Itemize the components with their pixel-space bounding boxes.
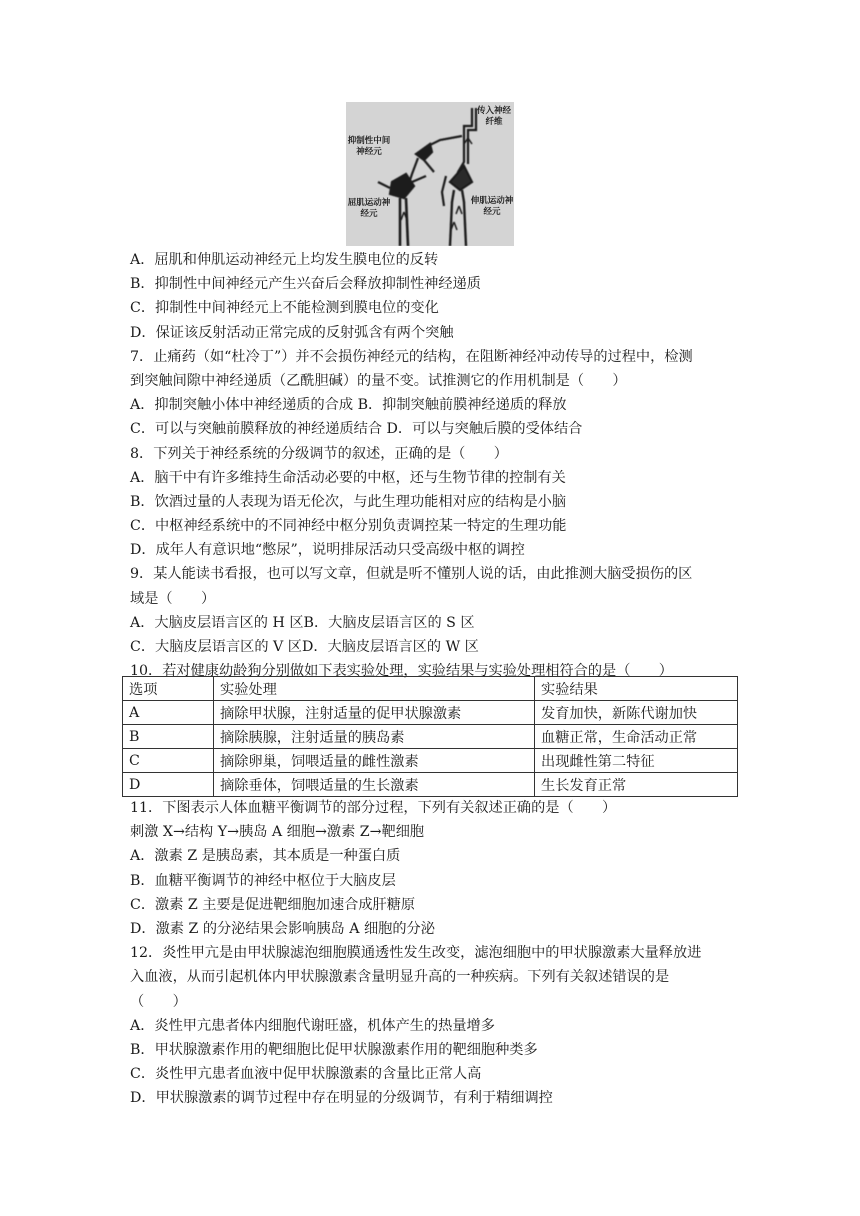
q11-option-d: D．激素 Z 的分泌结果会影响胰岛 A 细胞的分泌 [130, 920, 435, 937]
table-cell: C [123, 749, 214, 773]
q9-stem-line2: 域是（ ） [130, 590, 216, 607]
q7-options-cd: C．可以与突触前膜释放的神经递质结合 D．可以与突触后膜的受体结合 [130, 421, 583, 438]
extensor-motor-neuron-label: 伸肌运动神经元 [470, 196, 514, 217]
q12-stem-line3: （ ） [130, 993, 187, 1010]
table-cell: 摘除垂体，饲喂适量的生长激素 [214, 773, 535, 797]
inhibitory-interneuron-label: 抑制性中间神经元 [347, 136, 391, 157]
table-cell: A [123, 701, 214, 725]
q11-flow: 刺激 X→结构 Y→胰岛 A 细胞→激素 Z→靶细胞 [130, 824, 425, 841]
table-cell: 出现雌性第二特征 [535, 749, 738, 773]
q12-option-d: D．甲状腺激素的调节过程中存在明显的分级调节，有利于精细调控 [130, 1090, 553, 1107]
afferent-fiber-label: 传入神经纤维 [476, 106, 511, 127]
q7-options-ab: A．抑制突触小体中神经递质的合成 B．抑制突触前膜神经递质的释放 [130, 397, 567, 414]
flexor-motor-neuron-label: 屈肌运动神经元 [347, 198, 391, 219]
table-cell: 摘除胰腺，注射适量的胰岛素 [214, 725, 535, 749]
q8-option-c: C．中枢神经系统中的不同神经中枢分别负责调控某一特定的生理功能 [130, 518, 567, 535]
q6-option-d: D．保证该反射活动正常完成的反射弧含有两个突触 [130, 324, 454, 341]
q11-stem: 11．下图表示人体血糖平衡调节的部分过程，下列有关叙述正确的是（ ） [130, 800, 617, 816]
table-header-cell: 实验结果 [535, 677, 738, 701]
table-row [123, 749, 738, 773]
q10-table-wrap [122, 676, 738, 797]
table-cell: D [123, 773, 214, 797]
q12-option-a: A．炎性甲亢患者体内细胞代谢旺盛，机体产生的热量增多 [130, 1017, 495, 1034]
q7-stem-line2: 到突触间隙中神经递质（乙酰胆碱）的量不变。试推测它的作用机制是（ ） [130, 372, 627, 389]
q12-stem-line2: 入血液，从而引起机体内甲状腺激素含量明显升高的一种疾病。下列有关叙述错误的是 [130, 969, 670, 986]
q8-option-d: D．成年人有意识地“憋尿”，说明排尿活动只受高级中枢的调控 [130, 542, 525, 559]
table-cell: 摘除甲状腺，注射适量的促甲状腺激素 [214, 701, 535, 725]
q6-option-c: C．抑制性中间神经元上不能检测到膜电位的变化 [130, 300, 439, 317]
q10-table [122, 676, 738, 797]
table-row [123, 701, 738, 725]
q9-options-cd: C．大脑皮层语言区的 V 区D．大脑皮层语言区的 W 区 [130, 639, 479, 655]
table-header-cell: 选项 [123, 677, 214, 701]
q12-stem-line1: 12．炎性甲亢是由甲状腺滤泡细胞膜通透性发生改变，滤泡细胞中的甲状腺激素大量释放进 [130, 945, 702, 962]
q9-stem-line1: 9．某人能读书看报，也可以写文章，但就是听不懂别人说的话，由此推测大脑受损伤的区 [130, 566, 693, 583]
q12-option-b: B．甲状腺激素作用的靶细胞比促甲状腺激素作用的靶细胞种类多 [130, 1041, 538, 1058]
q11-option-a: A．激素 Z 是胰岛素，其本质是一种蛋白质 [130, 848, 401, 865]
q6-option-b: B．抑制性中间神经元产生兴奋后会释放抑制性神经递质 [130, 276, 481, 293]
q8-option-b: B．饮酒过量的人表现为语无伦次，与此生理功能相对应的结构是小脑 [130, 493, 567, 510]
table-cell: B [123, 725, 214, 749]
q11-option-c: C．激素 Z 主要是促进靶细胞加速合成肝糖原 [130, 896, 416, 913]
questions-block-1 [130, 248, 750, 683]
table-row [123, 773, 738, 797]
table-cell: 摘除卵巢，饲喂适量的雌性激素 [214, 749, 535, 773]
q12-option-c: C．炎性甲亢患者血液中促甲状腺激素的含量比正常人高 [130, 1066, 482, 1083]
q8-option-a: A．脑干中有许多维持生命活动必要的中枢，还与生物节律的控制有关 [130, 469, 566, 486]
table-header-row [123, 677, 738, 701]
q7-stem-line1: 7．止痛药（如“杜冷丁”）并不会损伤神经元的结构，在阻断神经冲动传导的过程中，检测 [130, 348, 693, 365]
q10-stem: 10．若对健康幼龄狗分别做如下表实验处理，实验结果与实验处理相符合的是（ ） [130, 663, 673, 680]
q9-options-ab: A．大脑皮层语言区的 H 区B．大脑皮层语言区的 S 区 [130, 614, 475, 631]
q6-option-a: A．屈肌和伸肌运动神经元上均发生膜电位的反转 [130, 252, 439, 268]
table-cell: 生长发育正常 [535, 773, 738, 797]
table-row [123, 725, 738, 749]
questions-block-2 [130, 796, 750, 1110]
q8-stem: 8．下列关于神经系统的分级调节的叙述，正确的是（ ） [130, 445, 508, 462]
table-cell: 发育加快，新陈代谢加快 [535, 701, 738, 725]
table-header-cell: 实验处理 [214, 677, 535, 701]
q11-option-b: B．血糖平衡调节的神经中枢位于大脑皮层 [130, 872, 396, 889]
table-cell: 血糖正常，生命活动正常 [535, 725, 738, 749]
reflex-arc-figure [346, 102, 514, 246]
